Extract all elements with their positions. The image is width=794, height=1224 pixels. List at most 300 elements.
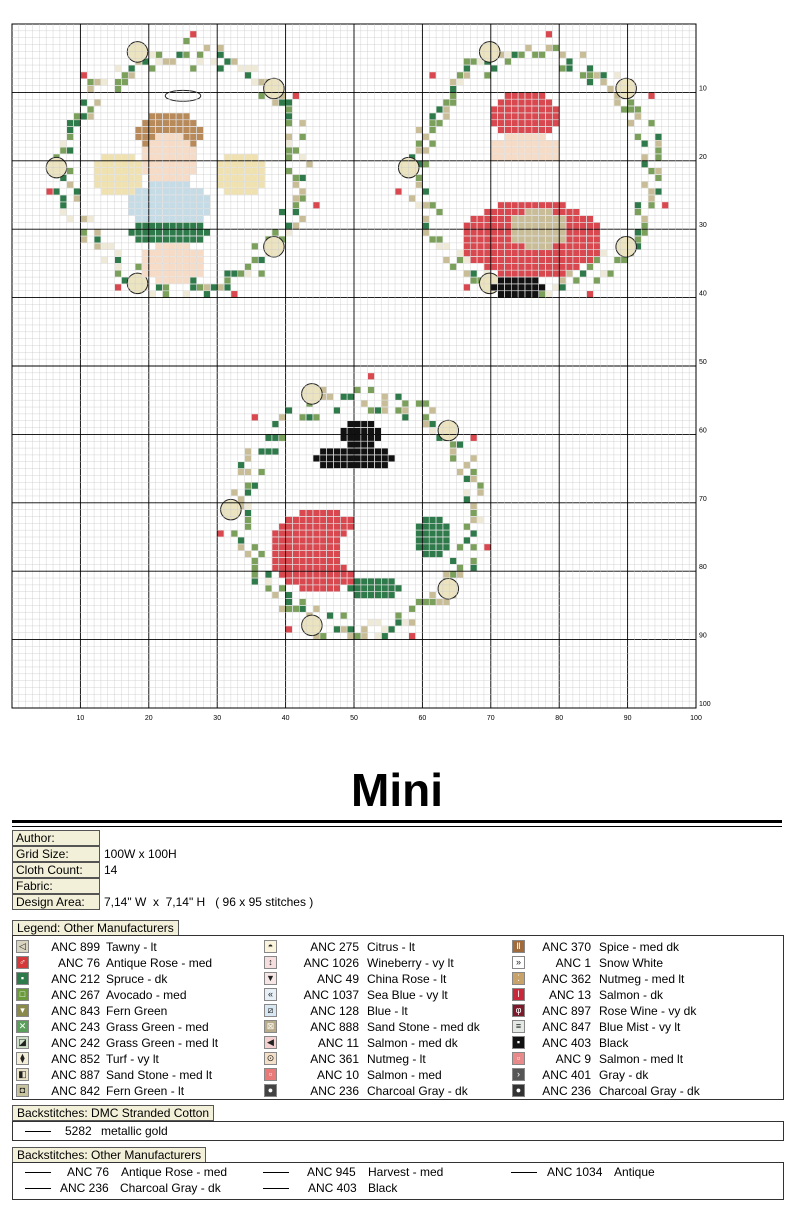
santa-wreath-stitch bbox=[470, 277, 477, 284]
santa-beard bbox=[518, 181, 525, 188]
legend-heading: Legend: Other Manufacturers bbox=[12, 920, 179, 936]
santa-hat bbox=[511, 106, 518, 113]
santa-boots bbox=[525, 284, 532, 291]
legend-item bbox=[509, 939, 779, 955]
snowman-head bbox=[354, 496, 361, 503]
santa-wreath-stitch bbox=[655, 133, 662, 140]
santa-hat bbox=[498, 99, 505, 106]
santa-coat bbox=[559, 209, 566, 216]
angel-wreath-stitch bbox=[67, 181, 74, 188]
angel-dress bbox=[162, 181, 169, 188]
snowman-body bbox=[347, 530, 354, 537]
snowman-head bbox=[354, 469, 361, 476]
angel-face bbox=[142, 168, 149, 175]
snowman-wreath-stitch bbox=[327, 612, 334, 619]
snowman-body bbox=[361, 551, 368, 558]
angel-legs bbox=[162, 277, 169, 284]
legend-code: ANC 9 bbox=[555, 1052, 591, 1066]
snowman-body bbox=[388, 564, 395, 571]
angel-wreath-stitch bbox=[286, 113, 293, 120]
legend-name: Black bbox=[599, 1036, 629, 1050]
snowman-mitten bbox=[395, 585, 402, 592]
snowman-body bbox=[347, 537, 354, 544]
snowman-head bbox=[313, 496, 320, 503]
angel-legs bbox=[169, 243, 176, 250]
snowman-hat-brim bbox=[361, 448, 368, 455]
legend-name: Blue Mist - vy lt bbox=[599, 1020, 681, 1034]
snowman-scarf bbox=[320, 510, 327, 517]
snowman-scarf bbox=[306, 516, 313, 523]
angel-legs bbox=[176, 243, 183, 250]
angel-wreath-stitch bbox=[121, 79, 128, 86]
santa-beard bbox=[504, 174, 511, 181]
angel-wreath-stitch bbox=[87, 216, 94, 223]
snowman-head bbox=[388, 503, 395, 510]
angel-face bbox=[142, 154, 149, 161]
angel-wreath-stitch bbox=[292, 147, 299, 154]
axis-right-tick-label: 30 bbox=[699, 222, 707, 230]
angel-wing-right bbox=[251, 188, 258, 195]
santa-wreath-stitch bbox=[655, 140, 662, 147]
angel-hair bbox=[176, 120, 183, 127]
legend-name: Spruce - dk bbox=[106, 972, 168, 986]
snowman-scarf bbox=[279, 523, 286, 530]
snowman-wreath-stitch bbox=[272, 421, 279, 428]
santa-hat bbox=[546, 120, 553, 127]
santa-wreath-stitch bbox=[593, 277, 600, 284]
santa-beard bbox=[504, 181, 511, 188]
snowman-head bbox=[368, 475, 375, 482]
legend-name: Grass Green - med lt bbox=[106, 1036, 219, 1050]
snowman-scarf bbox=[320, 564, 327, 571]
angel-legs bbox=[190, 270, 197, 277]
santa-beard bbox=[498, 181, 505, 188]
snowman-scarf bbox=[292, 571, 299, 578]
angel-face bbox=[176, 147, 183, 154]
design-area-value: 7,14" W x 7,14" H ( 96 x 95 stitches ) bbox=[104, 895, 314, 909]
legend-item bbox=[261, 1019, 506, 1035]
snowman-head bbox=[320, 482, 327, 489]
santa-wreath-stitch bbox=[539, 51, 546, 58]
angel-belt bbox=[204, 229, 211, 236]
santa-wreath-stitch bbox=[600, 270, 607, 277]
santa-coat bbox=[559, 270, 566, 277]
angel-wing-right bbox=[231, 174, 238, 181]
snowman-scarf bbox=[333, 558, 340, 565]
santa-wreath-stitch bbox=[422, 222, 429, 229]
snowman-head bbox=[375, 489, 382, 496]
angel-wreath-stitch bbox=[245, 72, 252, 79]
angel-wreath-stitch bbox=[292, 222, 299, 229]
angel-belt bbox=[162, 229, 169, 236]
santa-hat bbox=[525, 120, 532, 127]
snowman-hat bbox=[347, 441, 354, 448]
santa-boots bbox=[504, 291, 511, 298]
santa-wreath-stitch bbox=[559, 277, 566, 284]
santa-hat bbox=[532, 127, 539, 134]
santa-wreath-stitch bbox=[422, 202, 429, 209]
santa-hat bbox=[532, 92, 539, 99]
angel-face bbox=[183, 161, 190, 168]
santa-sack bbox=[559, 216, 566, 223]
snowman-wreath-cookie-icon bbox=[302, 615, 323, 636]
santa-hat bbox=[498, 106, 505, 113]
legend-item bbox=[509, 1051, 779, 1067]
santa-coat bbox=[463, 250, 470, 257]
snowman-wreath-stitch bbox=[457, 469, 464, 476]
snowman-wreath-stitch bbox=[272, 434, 279, 441]
santa-sack bbox=[552, 236, 559, 243]
santa-wreath-stitch bbox=[409, 195, 416, 202]
legend-symbol-icon: □ bbox=[16, 988, 29, 1001]
angel-wreath-stitch bbox=[87, 113, 94, 120]
angel-dress bbox=[183, 181, 190, 188]
angel-belt bbox=[149, 229, 156, 236]
angel-wing-right bbox=[224, 161, 231, 168]
santa-coat bbox=[484, 257, 491, 264]
angel-wreath-stitch bbox=[217, 284, 224, 291]
legend-code: ANC 362 bbox=[542, 972, 591, 986]
angel-wreath-stitch bbox=[306, 161, 313, 168]
santa-coat bbox=[580, 229, 587, 236]
santa-hat bbox=[511, 92, 518, 99]
santa-wreath-berry bbox=[429, 72, 436, 79]
snowman-mitten bbox=[354, 578, 361, 585]
snowman-body bbox=[381, 537, 388, 544]
angel-face bbox=[176, 133, 183, 140]
angel-face bbox=[156, 140, 163, 147]
snowman-wreath-stitch bbox=[347, 393, 354, 400]
angel-dress bbox=[169, 216, 176, 223]
santa-coat bbox=[498, 236, 505, 243]
santa-beard bbox=[504, 188, 511, 195]
snowman-head bbox=[340, 510, 347, 517]
snowman-wreath-stitch bbox=[347, 626, 354, 633]
snowman-wreath-stitch bbox=[368, 387, 375, 394]
santa-wreath-stitch bbox=[443, 113, 450, 120]
snowman-wreath-stitch bbox=[238, 496, 245, 503]
angel-dress bbox=[156, 181, 163, 188]
angel-wreath-stitch bbox=[149, 291, 156, 298]
santa-coat bbox=[573, 243, 580, 250]
legend-code: ANC 852 bbox=[51, 1052, 100, 1066]
angel-wreath-stitch bbox=[156, 284, 163, 291]
snowman-wreath-stitch bbox=[395, 612, 402, 619]
angel-legs bbox=[142, 263, 149, 270]
santa-coat bbox=[593, 229, 600, 236]
snowman-wreath-stitch bbox=[422, 599, 429, 606]
angel-wreath-stitch bbox=[279, 99, 286, 106]
snowman-scarf bbox=[292, 523, 299, 530]
snowman-wreath-stitch bbox=[313, 414, 320, 421]
santa-beard bbox=[546, 188, 553, 195]
angel-hair bbox=[149, 133, 156, 140]
angel-wing-left bbox=[121, 168, 128, 175]
snowman-wreath-stitch bbox=[361, 626, 368, 633]
snowman-wreath-stitch bbox=[265, 585, 272, 592]
santa-wreath-stitch bbox=[416, 181, 423, 188]
santa-sack bbox=[518, 216, 525, 223]
angel-wing-right bbox=[245, 168, 252, 175]
legend-symbol-icon: ⧫ bbox=[16, 1052, 29, 1065]
santa-beard bbox=[484, 174, 491, 181]
angel-dress bbox=[183, 202, 190, 209]
santa-beard bbox=[518, 195, 525, 202]
santa-coat bbox=[484, 236, 491, 243]
angel-face bbox=[142, 161, 149, 168]
snowman-body bbox=[361, 558, 368, 565]
snowman-scarf bbox=[333, 571, 340, 578]
santa-hat bbox=[491, 120, 498, 127]
angel-legs bbox=[156, 263, 163, 270]
angel-wing-left bbox=[128, 161, 135, 168]
angel-wreath-stitch bbox=[135, 263, 142, 270]
snowman-body bbox=[395, 530, 402, 537]
angel-legs bbox=[183, 250, 190, 257]
santa-coat bbox=[498, 229, 505, 236]
legend-code: ANC 1 bbox=[555, 956, 591, 970]
santa-coat bbox=[546, 257, 553, 264]
angel-face bbox=[190, 147, 197, 154]
angel-face bbox=[183, 147, 190, 154]
angel-dress bbox=[176, 195, 183, 202]
santa-boots bbox=[504, 284, 511, 291]
angel-wreath-stitch bbox=[258, 270, 265, 277]
snowman-broom bbox=[422, 530, 429, 537]
snowman-wreath-stitch bbox=[375, 407, 382, 414]
santa-wreath-berry bbox=[587, 291, 594, 298]
angel-face bbox=[156, 133, 163, 140]
angel-wreath-stitch bbox=[80, 216, 87, 223]
santa-wreath-stitch bbox=[422, 216, 429, 223]
snowman-wreath-stitch bbox=[429, 592, 436, 599]
fabric-label: Fabric: bbox=[12, 878, 100, 894]
santa-beard bbox=[539, 168, 546, 175]
santa-coat bbox=[573, 209, 580, 216]
santa-hat bbox=[504, 99, 511, 106]
santa-coat bbox=[566, 222, 573, 229]
legend-symbol-icon: ● bbox=[512, 1084, 525, 1097]
angel-wreath-stitch bbox=[286, 229, 293, 236]
santa-coat bbox=[504, 270, 511, 277]
santa-wreath-stitch bbox=[532, 51, 539, 58]
angel-wreath-stitch bbox=[183, 291, 190, 298]
angel-belt bbox=[142, 236, 149, 243]
backstitch-dmc-heading: Backstitches: DMC Stranded Cotton bbox=[12, 1105, 214, 1121]
santa-coat bbox=[511, 243, 518, 250]
snowman-mitten bbox=[381, 578, 388, 585]
angel-wing-left bbox=[101, 181, 108, 188]
snowman-scarf bbox=[333, 510, 340, 517]
snowman-wreath-stitch bbox=[347, 633, 354, 640]
snowman-body bbox=[354, 544, 361, 551]
santa-hat bbox=[498, 113, 505, 120]
santa-face bbox=[511, 133, 518, 140]
snowman-hat-brim bbox=[340, 462, 347, 469]
snowman-wreath-stitch bbox=[231, 489, 238, 496]
legend-symbol-icon: ◀ bbox=[264, 1036, 277, 1049]
santa-wreath-stitch bbox=[546, 45, 553, 52]
santa-hat bbox=[511, 120, 518, 127]
legend-item bbox=[13, 955, 258, 971]
snowman-mitten bbox=[375, 578, 382, 585]
legend-code: ANC 11 bbox=[317, 1036, 359, 1050]
axis-bottom-tick-label: 30 bbox=[213, 715, 222, 722]
snowman-wreath-stitch bbox=[395, 407, 402, 414]
santa-coat bbox=[484, 216, 491, 223]
angel-wreath-stitch bbox=[121, 72, 128, 79]
axis-bottom-tick-label: 100 bbox=[690, 715, 702, 722]
angel-belt bbox=[149, 236, 156, 243]
santa-sack bbox=[559, 229, 566, 236]
snowman-body bbox=[347, 544, 354, 551]
santa-coat bbox=[573, 257, 580, 264]
snowman-scarf bbox=[327, 571, 334, 578]
santa-wreath-stitch bbox=[607, 270, 614, 277]
angel-hair bbox=[169, 113, 176, 120]
legend-item bbox=[261, 971, 506, 987]
snowman-head bbox=[354, 482, 361, 489]
santa-wreath-stitch bbox=[641, 181, 648, 188]
grid-size-row bbox=[12, 846, 512, 862]
angel-wing-left bbox=[121, 154, 128, 161]
santa-face bbox=[539, 133, 546, 140]
legend-symbol-icon: ◪ bbox=[16, 1036, 29, 1049]
santa-coat bbox=[498, 216, 505, 223]
santa-coat bbox=[504, 229, 511, 236]
santa-coat bbox=[587, 216, 594, 223]
santa-beard bbox=[532, 174, 539, 181]
angel-wreath-stitch bbox=[299, 216, 306, 223]
santa-wreath-stitch bbox=[422, 188, 429, 195]
angel-legs bbox=[156, 250, 163, 257]
angel-face bbox=[169, 154, 176, 161]
santa-coat bbox=[559, 250, 566, 257]
santa-wreath-stitch bbox=[450, 79, 457, 86]
snowman-scarf bbox=[286, 523, 293, 530]
santa-beard bbox=[532, 195, 539, 202]
santa-coat bbox=[559, 263, 566, 270]
santa-wreath-stitch bbox=[580, 51, 587, 58]
angel-hair bbox=[142, 120, 149, 127]
legend-column-1 bbox=[13, 939, 258, 1099]
angel-legs bbox=[169, 277, 176, 284]
santa-face bbox=[491, 147, 498, 154]
santa-face bbox=[504, 154, 511, 161]
legend-name: Charcoal Gray - dk bbox=[367, 1084, 468, 1098]
snowman-mitten bbox=[361, 585, 368, 592]
angel-legs bbox=[183, 263, 190, 270]
santa-sack bbox=[539, 216, 546, 223]
snowman-hat-brim bbox=[333, 455, 340, 462]
angel-wreath-cookie-icon bbox=[127, 42, 148, 63]
snowman-wreath-stitch bbox=[402, 400, 409, 407]
snowman-wreath-stitch bbox=[279, 434, 286, 441]
angel-wreath-stitch bbox=[286, 154, 293, 161]
angel-wing-right bbox=[231, 161, 238, 168]
angel-dress bbox=[162, 216, 169, 223]
santa-wreath-stitch bbox=[429, 140, 436, 147]
backstitch-other-heading: Backstitches: Other Manufacturers bbox=[12, 1147, 206, 1163]
axis-right-tick-label: 10 bbox=[699, 85, 707, 93]
santa-wreath-stitch bbox=[641, 140, 648, 147]
santa-coat bbox=[539, 250, 546, 257]
santa-coat bbox=[587, 250, 594, 257]
santa-hat bbox=[518, 99, 525, 106]
angel-wreath-stitch bbox=[87, 79, 94, 86]
snowman-wreath-stitch bbox=[245, 503, 252, 510]
angel-dress bbox=[162, 195, 169, 202]
legend-code: ANC 236 bbox=[310, 1084, 359, 1098]
snowman-hat-brim bbox=[340, 455, 347, 462]
snowman-head bbox=[368, 496, 375, 503]
angel-legs bbox=[183, 243, 190, 250]
santa-coat bbox=[552, 263, 559, 270]
santa-beard bbox=[491, 188, 498, 195]
snowman-scarf bbox=[299, 523, 306, 530]
backstitch-code: ANC 236 bbox=[60, 1181, 109, 1195]
backstitch-name: Harvest - med bbox=[368, 1165, 444, 1179]
angel-face bbox=[169, 161, 176, 168]
santa-wreath-stitch bbox=[504, 51, 511, 58]
snowman-wreath-berry bbox=[368, 373, 375, 380]
legend-code: ANC 76 bbox=[57, 956, 100, 970]
santa-hat bbox=[498, 127, 505, 134]
snowman-mitten bbox=[368, 578, 375, 585]
angel-wing-right bbox=[258, 181, 265, 188]
angel-wing-right bbox=[217, 168, 224, 175]
snowman-body bbox=[354, 571, 361, 578]
santa-wreath-stitch bbox=[491, 65, 498, 72]
angel-face bbox=[156, 147, 163, 154]
snowman-scarf bbox=[313, 578, 320, 585]
snowman-scarf bbox=[286, 578, 293, 585]
snowman-scarf bbox=[333, 530, 340, 537]
angel-belt bbox=[162, 222, 169, 229]
snowman-mitten bbox=[368, 592, 375, 599]
snowman-scarf bbox=[299, 537, 306, 544]
santa-coat bbox=[546, 202, 553, 209]
santa-wreath-stitch bbox=[436, 209, 443, 216]
snowman-scarf bbox=[333, 537, 340, 544]
snowman-body bbox=[388, 537, 395, 544]
snowman-hat-brim bbox=[313, 455, 320, 462]
axis-bottom-tick-label: 10 bbox=[76, 715, 85, 722]
angel-hair bbox=[169, 127, 176, 134]
snowman-body bbox=[375, 564, 382, 571]
santa-coat bbox=[504, 243, 511, 250]
snowman-broom bbox=[436, 516, 443, 523]
legend-symbol-icon: ǀ bbox=[512, 988, 525, 1001]
snowman-scarf bbox=[313, 544, 320, 551]
santa-wreath-stitch bbox=[600, 250, 607, 257]
santa-hat bbox=[525, 127, 532, 134]
snowman-hat-brim bbox=[340, 448, 347, 455]
santa-beard bbox=[532, 168, 539, 175]
snowman-scarf bbox=[327, 564, 334, 571]
santa-coat bbox=[484, 209, 491, 216]
snowman-scarf bbox=[299, 516, 306, 523]
santa-wreath-stitch bbox=[559, 284, 566, 291]
angel-dress bbox=[128, 202, 135, 209]
santa-coat bbox=[559, 243, 566, 250]
santa-sack bbox=[518, 222, 525, 229]
angel-wreath-cookie-icon bbox=[264, 78, 285, 99]
angel-dress bbox=[183, 195, 190, 202]
snowman-wreath-stitch bbox=[265, 434, 272, 441]
santa-coat bbox=[484, 222, 491, 229]
snowman-head bbox=[361, 496, 368, 503]
